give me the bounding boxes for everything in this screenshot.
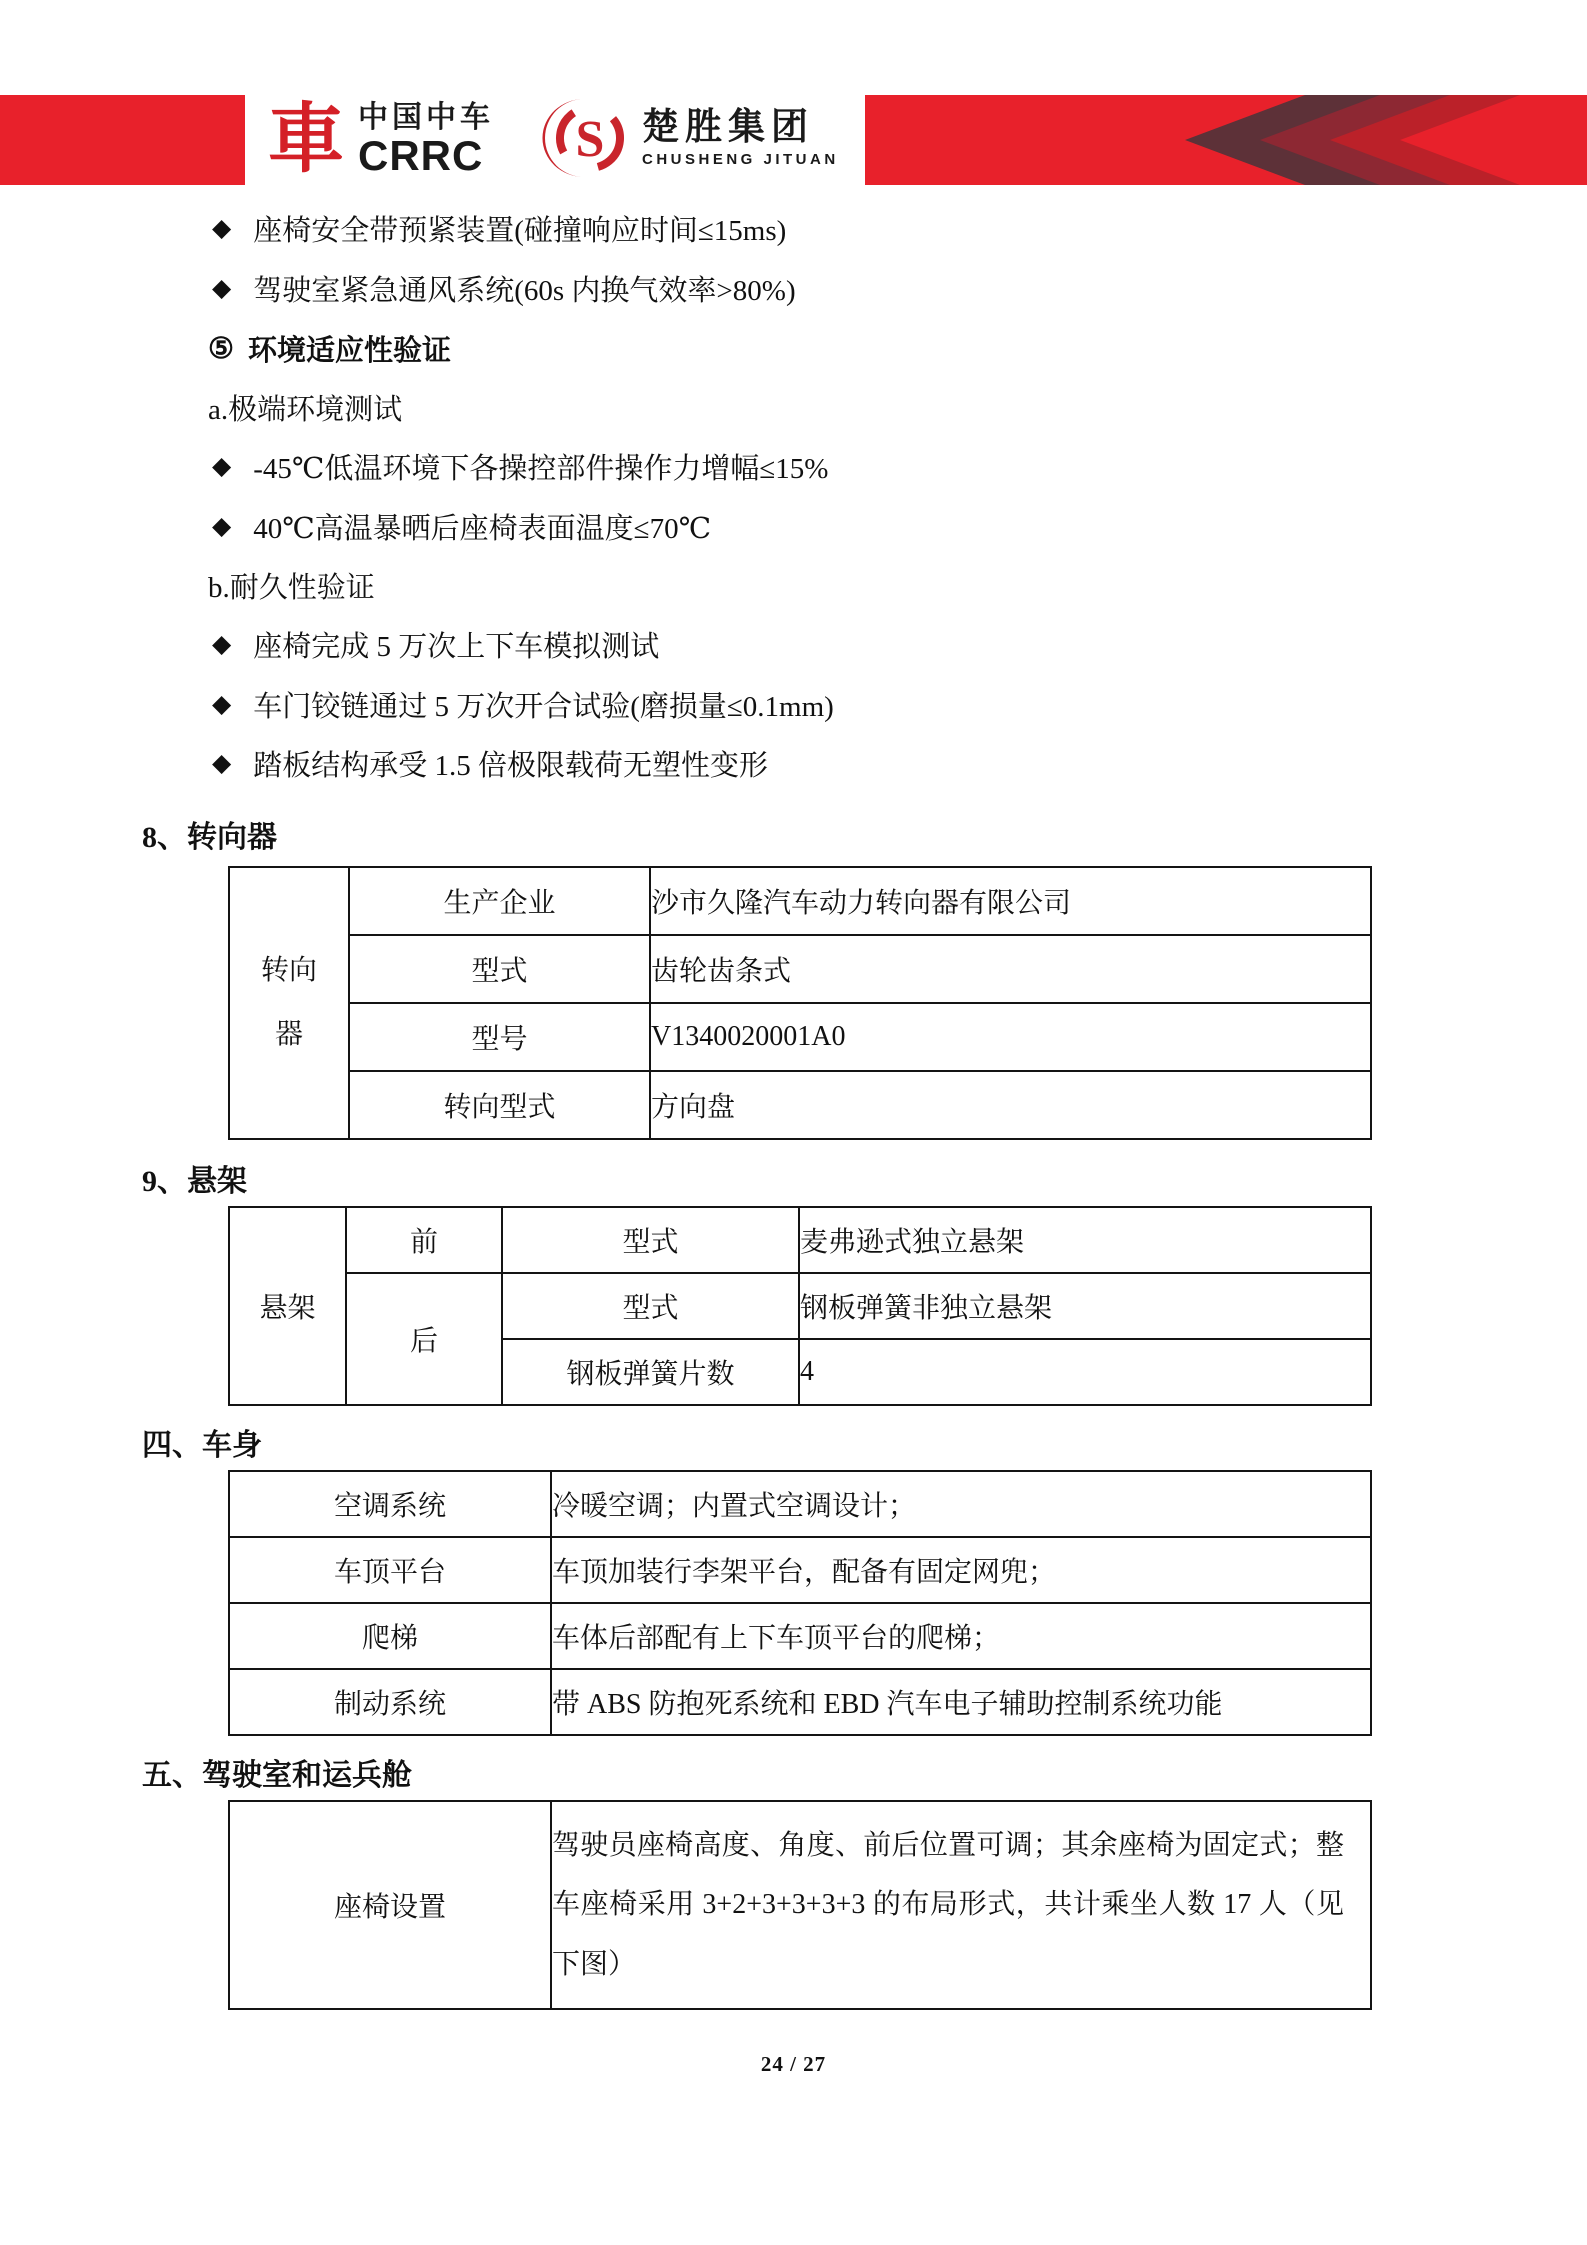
table-row: [229, 1071, 1371, 1139]
row-label: 钢板弹簧片数: [502, 1339, 799, 1405]
page-number: 24 / 27: [760, 2052, 827, 2076]
list-item-text: a.极端环境测试: [208, 393, 403, 426]
body-table: [228, 1470, 1372, 1736]
row-value: 方向盘: [650, 1071, 1371, 1139]
row-value: 钢板弹簧非独立悬架: [799, 1273, 1371, 1339]
crrc-name-en: CRRC: [358, 132, 484, 179]
circled-number-icon: ⑤: [208, 332, 234, 365]
list-item: [142, 674, 1462, 734]
section-heading-suspension: 9、悬架: [142, 1165, 247, 1198]
cabin-table: [228, 1800, 1372, 2010]
crrc-name-cn: 中国中车: [358, 101, 494, 134]
chusheng-logo-text: [642, 108, 839, 172]
list-item: [142, 734, 1462, 792]
row-label: 空调系统: [229, 1471, 551, 1537]
diamond-bullet-icon: ◆: [212, 512, 232, 540]
list-item: [142, 436, 1462, 496]
table-row: [229, 1537, 1371, 1603]
table-row: [229, 1003, 1371, 1071]
list-item-text: 40℃高温暴晒后座椅表面温度≤70℃: [253, 512, 712, 545]
list-item: [142, 496, 1462, 556]
row-label: 转向型式: [349, 1071, 650, 1139]
row-value: 4: [799, 1339, 1371, 1405]
suspension-group-cell: 悬架: [229, 1207, 346, 1405]
row-label: 型式: [502, 1207, 799, 1273]
diamond-bullet-icon: ◆: [212, 452, 232, 480]
crrc-logo-text: [358, 102, 494, 178]
chevron-arrows-icon: [865, 95, 1587, 185]
list-item: [142, 198, 1462, 258]
list-item-text: -45℃低温环境下各操控部件操作力增幅≤15%: [253, 452, 829, 485]
steering-group-label: 转向器: [260, 954, 317, 1050]
suspension-table: [228, 1206, 1372, 1406]
list-item: [142, 378, 1462, 436]
diamond-bullet-icon: ◆: [212, 214, 232, 242]
row-label: 爬梯: [229, 1603, 551, 1669]
row-label: 车顶平台: [229, 1537, 551, 1603]
row-value: V1340020001A0: [650, 1003, 1371, 1071]
table-row: [229, 867, 1371, 935]
row-value: 车顶加装行李架平台，配备有固定网兜；: [551, 1537, 1371, 1603]
subsection-heading: [142, 318, 1462, 378]
svg-text:S: S: [575, 110, 605, 168]
table-row: [229, 935, 1371, 1003]
crrc-logo: [268, 95, 494, 185]
document-body: [142, 198, 1462, 2010]
row-value: 冷暖空调；内置式空调设计；: [551, 1471, 1371, 1537]
diamond-bullet-icon: ◆: [212, 749, 232, 777]
list-item-text: 驾驶室紧急通风系统(60s 内换气效率>80%): [253, 274, 796, 307]
diamond-bullet-icon: ◆: [212, 630, 232, 658]
list-item-text: 踏板结构承受 1.5 倍极限载荷无塑性变形: [253, 749, 768, 782]
table-row: [229, 1471, 1371, 1537]
table-row: [229, 1669, 1371, 1735]
list-item: [142, 556, 1462, 614]
row-value: 带 ABS 防抱死系统和 EBD 汽车电子辅助控制系统功能: [551, 1669, 1371, 1735]
row-label: 制动系统: [229, 1669, 551, 1735]
subsection-heading-text: 环境适应性验证: [248, 334, 452, 367]
header-left-red-bar: [0, 95, 245, 185]
position-label: 前: [346, 1207, 502, 1273]
steering-group-cell: [229, 867, 349, 1139]
row-label: 型式: [502, 1273, 799, 1339]
table-row: [229, 1801, 1371, 2009]
list-item: [142, 614, 1462, 674]
list-item-text: 座椅安全带预紧装置(碰撞响应时间≤15ms): [253, 214, 787, 247]
row-value: 沙市久隆汽车动力转向器有限公司: [650, 867, 1371, 935]
section-heading-steering: 8、转向器: [142, 821, 277, 854]
table-row: [229, 1603, 1371, 1669]
row-label: 生产企业: [349, 867, 650, 935]
table-row: [229, 1273, 1371, 1339]
crrc-logo-icon: 車: [268, 98, 344, 182]
list-item-text: b.耐久性验证: [208, 571, 375, 604]
chusheng-logo-icon: [540, 93, 632, 188]
row-value: 齿轮齿条式: [650, 935, 1371, 1003]
list-item-text: 座椅完成 5 万次上下车模拟测试: [253, 630, 660, 663]
diamond-bullet-icon: ◆: [212, 274, 232, 302]
list-item-text: 车门铰链通过 5 万次开合试验(磨损量≤0.1mm): [253, 690, 834, 723]
section-heading-body: 四、车身: [142, 1429, 262, 1462]
position-label: 后: [346, 1273, 502, 1405]
row-value: 驾驶员座椅高度、角度、前后位置可调；其余座椅为固定式；整车座椅采用 3+2+3+3+3+3 的布局形式，共计乘坐人数 17 人（见下图）: [551, 1801, 1371, 2009]
header-right-red-bar: [865, 95, 1587, 185]
table-row: [229, 1207, 1371, 1273]
row-label: 座椅设置: [229, 1801, 551, 2009]
row-label: 型式: [349, 935, 650, 1003]
chusheng-name-en: CHUSHENG JITUAN: [642, 151, 839, 168]
chusheng-name-cn: 楚胜集团: [642, 107, 814, 148]
row-label: 型号: [349, 1003, 650, 1071]
list-item: [142, 258, 1462, 318]
row-value: 车体后部配有上下车顶平台的爬梯；: [551, 1603, 1371, 1669]
steering-table: [228, 866, 1372, 1140]
section-heading-cabin: 五、驾驶室和运兵舱: [142, 1759, 412, 1792]
chusheng-logo: [540, 95, 839, 185]
diamond-bullet-icon: ◆: [212, 690, 232, 718]
row-value: 麦弗逊式独立悬架: [799, 1207, 1371, 1273]
